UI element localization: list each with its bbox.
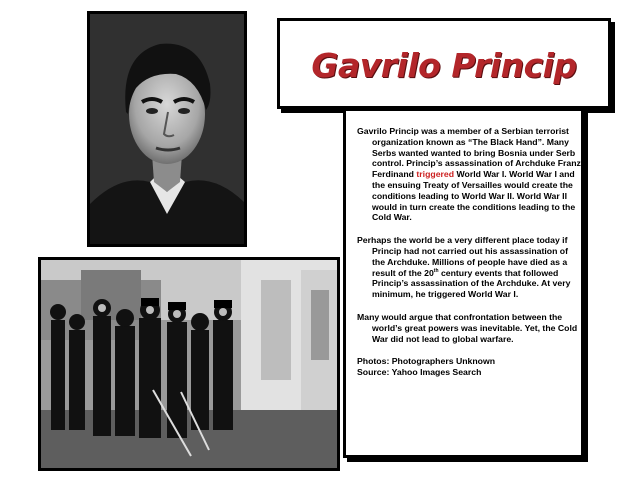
paragraph-2-text-after: century events that followed Princip’s assassination of the Archduke. At very minimum, he triggered World War I.	[372, 267, 571, 300]
portrait-illustration	[90, 14, 244, 244]
paragraph-2-text-before: Perhaps the world be a very different place today if Princip had not carried out his assassination of the Archduke. Millions of people have died as a result of the 20	[357, 235, 568, 278]
triggered-highlight: triggered	[416, 169, 455, 180]
arrest-photo	[38, 257, 340, 471]
title-box	[277, 18, 611, 109]
photos-credit: Photos: Photographers Unknown	[357, 356, 496, 367]
paragraph-2	[357, 235, 581, 300]
arrest-illustration	[41, 260, 337, 468]
portrait-photo	[87, 11, 247, 247]
paragraph-1-text-before: Gavrilo Princip was a member of a Serbian terrorist organization known as “The Black Hand”. Many Serbs wanted wanted to bring Bosnia under Serb control. Princip’s assassination of Archduke Franz Ferdinand	[357, 126, 581, 180]
source-credit: Source: Yahoo Images Search	[357, 367, 482, 378]
paragraph-1-text-after: World War I. World War I and the ensuing Treaty of Versailles would create the conditions leading to World War II. World War II would in turn create the conditions leading to the Cold War.	[372, 169, 576, 223]
superscript-th: th	[433, 267, 439, 274]
paragraph-1	[357, 126, 581, 223]
text-box	[343, 108, 584, 458]
paragraph-3: Many would argue that confrontation between the world’s great powers was inevitable. Yet, the Cold War did not lead to global warfare.	[357, 311, 578, 344]
text-content	[357, 126, 581, 378]
page-title: Gavrilo Princip	[311, 46, 577, 85]
